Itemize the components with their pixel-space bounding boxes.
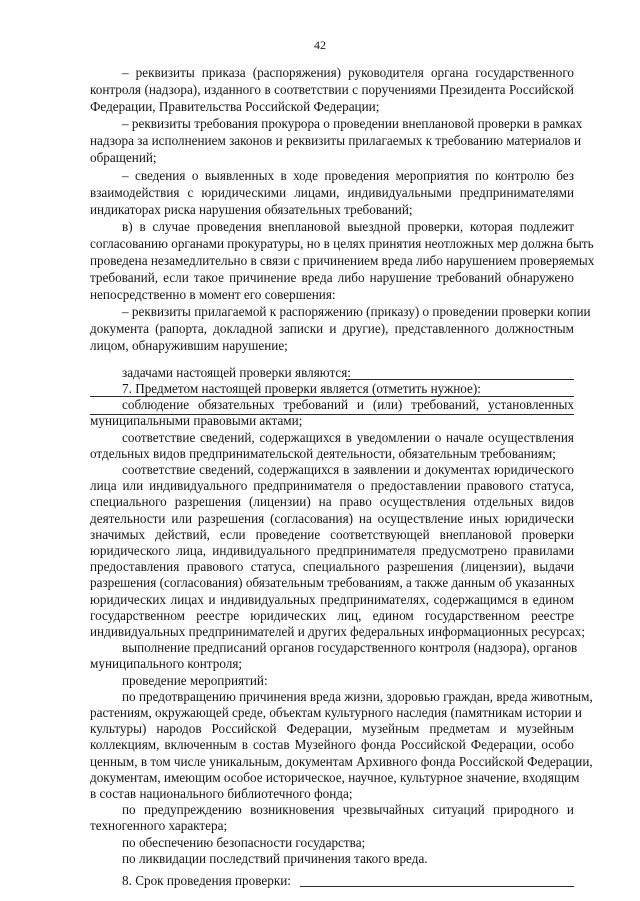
text-line: требований, если такое причинение вреда либо нарушение требований обнаружено: [90, 270, 574, 285]
page-number: 42: [314, 38, 326, 52]
text-line: отдельных видов предпринимательской деятельности, обязательным требованиям;: [90, 445, 556, 461]
text-line: специального разрешения (лицензии) на право осуществления отдельных видов: [90, 494, 574, 510]
text-line: в) в случае проведения внеплановой выездной проверки, которая подлежит: [122, 219, 574, 234]
text-line: по предотвращению причинения вреда жизни, здоровью граждан, вреда животным,: [122, 688, 593, 704]
text-line: деятельности или разрешения (согласования) на осуществление иных юридически: [90, 510, 574, 526]
text-line: лицом, обнаружившим нарушение;: [90, 338, 288, 353]
text-line: – сведения о выявленных в ходе проведения мероприятия по контролю без: [122, 168, 574, 183]
text-line: разрешения (согласования) обязательным требованиям, а также данным об указанных: [90, 575, 575, 591]
text-line: муниципальными правовыми актами;: [90, 413, 303, 429]
text-line: лица или индивидуального предпринимателя о предоставлении правового статуса,: [90, 478, 574, 494]
inspection-tasks-label: задачами настоящей проверки являются:: [122, 365, 351, 380]
text-line: – реквизиты требования прокурора о проведении внеплановой проверки в рамках: [122, 116, 583, 131]
text-line: юридических лицах и индивидуальных предпринимателях, содержащимся в едином: [90, 591, 574, 607]
text-line: по ликвидации последствий причинения такого вреда.: [122, 850, 428, 866]
text-line: коллекциям, включенным в состав Музейного фонда Российской Федерации, особо: [90, 737, 574, 753]
text-line: контроля (надзора), изданного в соответствии с поручениями Президента Российской: [90, 82, 574, 97]
inspection-period-fill-line: [300, 886, 574, 887]
inspection-tasks-fill-line: [346, 379, 574, 380]
text-line: обращений;: [90, 150, 157, 165]
text-line: соответствие сведений, содержащихся в заявлении и документах юридического: [122, 462, 574, 477]
text-line: соответствие сведений, содержащихся в уведомлении о начале осуществления: [122, 429, 574, 445]
text-line: по предупреждению возникновения чрезвычайных ситуаций природного и: [122, 802, 574, 818]
text-line: в состав национального библиотечного фонда;: [90, 786, 353, 801]
text-line: предоставления правового статуса, специального разрешения (лицензии), выдачи: [90, 559, 574, 575]
text-line: по обеспечению безопасности государства;: [122, 834, 366, 850]
text-line: индикаторах риска нарушения обязательных требований;: [90, 202, 413, 217]
text-line: выполнение предписаний органов государственного контроля (надзора), органов: [122, 640, 578, 656]
text-line: значимых действий, если проведение соответствующей внеплановой проверки: [90, 526, 574, 542]
text-line: юридического лица, индивидуального предпринимателя предусмотрено правилами: [90, 543, 574, 558]
section-7-heading: 7. Предметом настоящей проверки является (отметить нужное):: [122, 381, 481, 396]
text-line: взаимодействия с юридическими лицами, индивидуальными предпринимателями: [90, 185, 574, 200]
text-line: Федерации, Правительства Российской Федерации;: [90, 99, 380, 114]
text-line: растениям, окружающей среде, объектам культурного наследия (памятникам истории и: [90, 705, 582, 720]
text-line: – реквизиты прилагаемой к распоряжению (приказу) о проведении проверки копии: [122, 304, 591, 319]
text-line: муниципального контроля;: [90, 656, 243, 672]
text-line: проведена незамедлительно в связи с причинением вреда либо нарушением проверяемых: [90, 253, 595, 268]
text-line: документам, имеющим особое историческое, научное, культурное значение, входящим: [90, 769, 580, 785]
text-line: надзора за исполнением законов и реквизиты прилагаемых к требованию материалов и: [90, 133, 582, 148]
text-line: согласованию органами прокуратуры, но в целях принятия неотложных мер должна быть: [90, 236, 594, 251]
text-line: непосредственно в момент его совершения:: [90, 287, 336, 302]
text-line: техногенного характера;: [90, 818, 228, 834]
text-line: ценным, в том числе уникальным, документам Архивного фонда Российской Федерации,: [90, 753, 593, 769]
text-line: – реквизиты приказа (распоряжения) руководителя органа государственного: [122, 65, 574, 80]
text-line: проведение мероприятий:: [122, 672, 268, 688]
text-line: культуры) народов Российской Федерации, музейным предметам и музейным: [90, 721, 574, 737]
text-line: индивидуальных предпринимателей и других федеральных информационных ресурсах;: [90, 624, 585, 639]
text-line: государственном реестре юридических лиц, едином государственном реестре: [90, 607, 574, 623]
section-8-heading: 8. Срок проведения проверки:: [122, 873, 291, 888]
text-line: документа (рапорта, докладной записки и другие), представленного должностным: [90, 321, 574, 336]
text-line: соблюдение обязательных требований и (или) требований, установленных: [122, 397, 574, 413]
